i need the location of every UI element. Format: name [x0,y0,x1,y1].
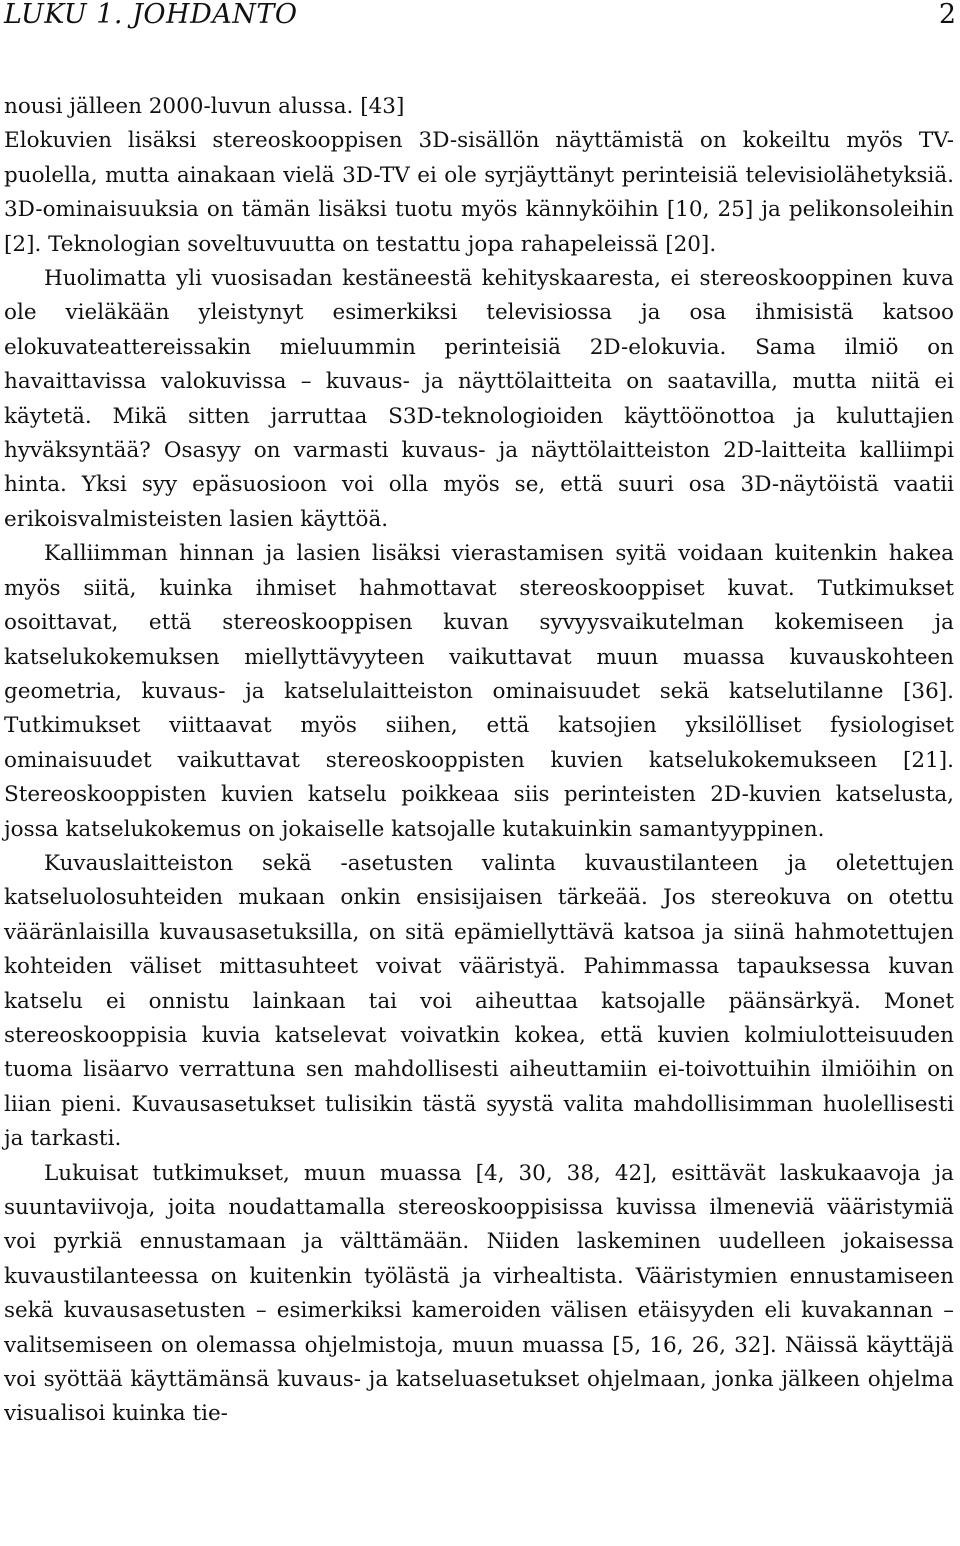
paragraph-continuation: nousi jälleen 2000-luvun alussa. [43] [4,94,405,119]
running-header [4,0,956,34]
paragraph: Kalliimman hinnan ja lasien lisäksi vierastamisen syitä voidaan kuitenkin hakea myös siitä, kuinka ihmiset hahmottavat stereoskooppiset kuvat. Tutkimukset osoittavat, että stereoskooppisen kuvan syvyysvaikutelman kokemiseen ja katselukokemuksen miellyttävyyteen vaikuttavat muun muassa kuvauskohteen geometria, kuvaus- ja katselulaitteiston ominaisuudet sekä katselutilanne [36]. Tutkimukset viittaavat myös siihen, että katsojien yksilölliset fysiologiset ominaisuudet vaikuttavat stereoskooppisten kuvien katselukokemukseen [21]. Stereoskooppisten kuvien katselu poikkeaa siis perinteisten 2D-kuvien katselusta, jossa katselukokemus on jokaiselle katsojalle kutakuinkin samantyyppinen. [4,541,954,842]
chapter-title: LUKU 1. JOHDANTO [4,0,298,30]
body-text [4,90,954,1432]
paragraph: Elokuvien lisäksi stereoskooppisen 3D-sisällön näyttämistä on kokeiltu myös TV-puolella, mutta ainakaan vielä 3D-TV ei ole syrjäyttänyt perinteisiä televisiolähetyksiä. 3D-ominaisuuksia on tämän lisäksi tuotu myös kännyköihin [10, 25] ja pelikonsoleihin [2]. Teknologian soveltuvuutta on testattu jopa rahapeleissä [20]. [4,128,954,257]
paragraph: Kuvauslaitteiston sekä -asetusten valinta kuvaustilanteen ja oletettujen katseluolosuhteiden mukaan onkin ensisijaisen tärkeää. Jos stereokuva on otettu vääränlaisilla kuvausasetuksilla, on sitä epämiellyttävä katsoa ja siinä hahmotettujen kohteiden väliset mittasuhteet voivat vääristyä. Pahimmassa tapauksessa kuvan katselu ei onnistu lainkaan tai voi aiheuttaa katsojalle päänsärkyä. Monet stereoskooppisia kuvia katselevat voivatkin kokea, että kuvien kolmiulotteisuuden tuoma lisäarvo verrattuna sen mahdollisesti aiheuttamiin ei-toivottuihin ilmiöihin on liian pieni. Kuvausasetukset tulisikin tästä syystä valita mahdollisimman huolellisesti ja tarkasti. [4,850,954,1152]
page-number: 2 [938,0,956,30]
paragraph: Huolimatta yli vuosisadan kestäneestä kehityskaaresta, ei stereoskooppinen kuva ole vieläkään yleistynyt esimerkiksi televisiossa ja osa ihmisistä katsoo elokuvateattereissakin mieluummin perinteisiä 2D-elokuvia. Sama ilmiö on havaittavissa valokuvissa – kuvaus- ja näyttölaitteita on saatavilla, mutta niitä ei käytetä. Mikä sitten jarruttaa S3D-teknologioiden käyttöönottoa ja kuluttajien hyväksyntää? Osasyy on varmasti kuvaus- ja näyttölaitteiston 2D-laitteita kalliimpi hinta. Yksi syy epäsuosioon voi olla myös se, että suuri osa 3D-näytöistä vaatii erikoisvalmisteisten lasien käyttöä. [4,266,954,532]
paragraph: Lukuisat tutkimukset, muun muassa [4, 30, 38, 42], esittävät laskukaavoja ja suuntaviivoja, joita noudattamalla stereoskooppisissa kuvissa ilmeneviä vääristymiä voi pyrkiä ennustamaan ja välttämään. Niiden laskeminen uudelleen jokaisessa kuvaustilanteessa on kuitenkin työlästä ja virhealtista. Vääristymien ennustamiseen sekä kuvausasetusten – esimerkiksi kameroiden välisen etäisyyden eli kuvakannan – valitsemiseen on olemassa ohjelmistoja, muun muassa [5, 16, 26, 32]. Näissä käyttäjä voi syöttää käyttämänsä kuvaus- ja katseluasetukset ohjelmaan, jonka jälkeen ohjelma visualisoi kuinka tie- [4,1160,954,1427]
